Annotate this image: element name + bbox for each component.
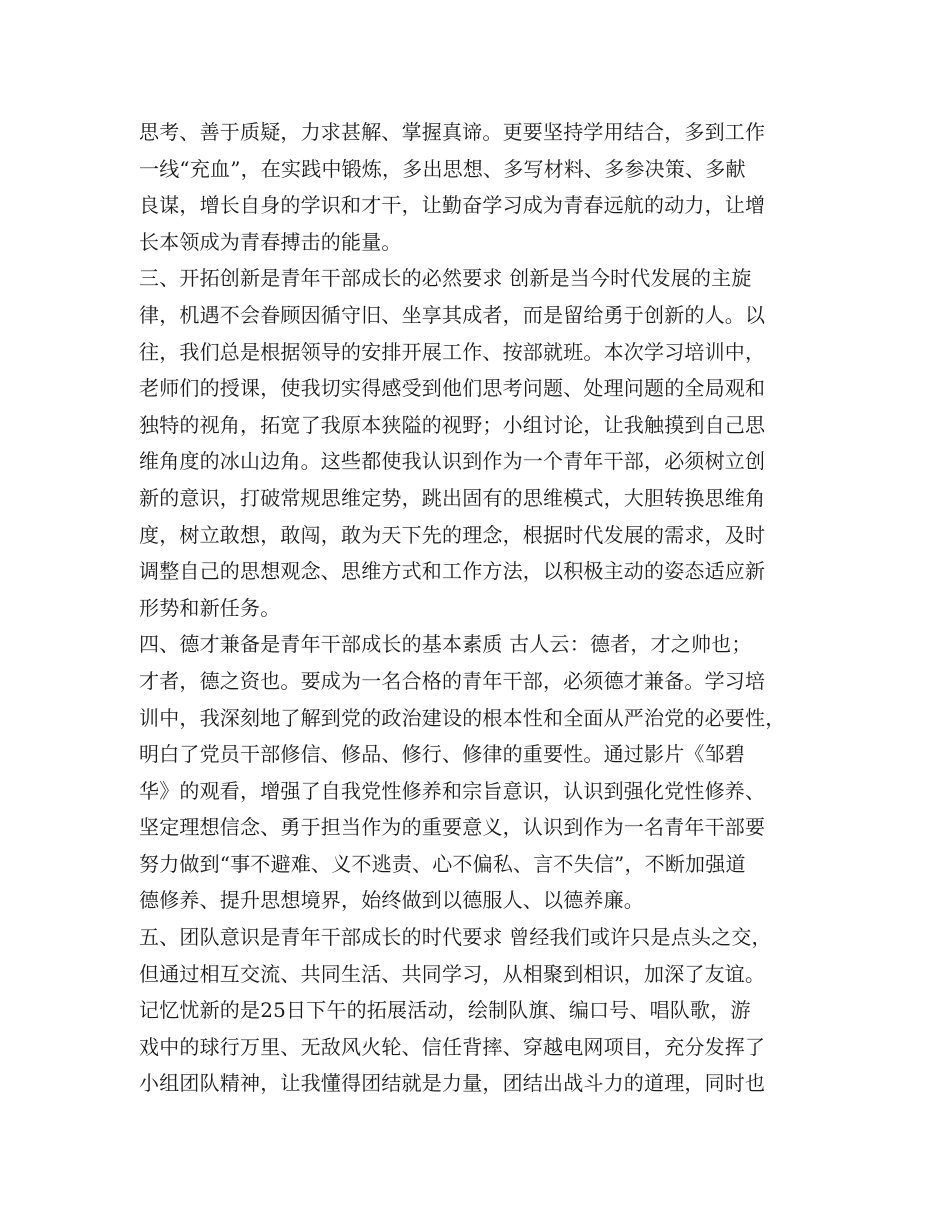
section-heading-line: 三、开拓创新是青年干部成长的必然要求 创新是当今时代发展的主旋 [139, 266, 752, 291]
body-text [139, 114, 829, 1102]
text-line: 新的意识，打破常规思维定势，跳出固有的思维模式，大胆转换思维角 [139, 485, 766, 510]
text-line: 一线“充血”，在实践中锻炼，多出思想、多写材料、多参决策、多献 [139, 156, 746, 181]
text-line: 长本领成为青春搏击的能量。 [139, 229, 402, 254]
text-line: 形势和新任务。 [139, 595, 281, 620]
text-line: 维角度的冰山边角。这些都使我认识到作为一个青年干部，必须树立创 [139, 449, 766, 474]
text-line: 努力做到“事不避难、义不逃责、心不偏私、言不失信”，不断加强道 [139, 851, 746, 876]
text-line: 良谋，增长自身的学识和才干，让勤奋学习成为青春远航的动力，让增 [139, 193, 766, 218]
text-line: 训中，我深刻地了解到党的政治建设的根本性和全面从严治党的必要性， [139, 705, 786, 730]
text-line: 但通过相互交流、共同生活、共同学习，从相聚到相识，加深了友谊。 [139, 961, 766, 986]
text-line: 往，我们总是根据领导的安排开展工作、按部就班。本次学习培训中， [139, 339, 766, 364]
text-line: 度，树立敢想，敢闯，敢为天下先的理念，根据时代发展的需求，及时 [139, 522, 766, 547]
text-line: 记忆忧新的是25日下午的拓展活动，绘制队旗、编口号、唱队歌，游 [139, 998, 751, 1023]
text-line: 小组团队精神，让我懂得团结就是力量，团结出战斗力的道理，同时也 [139, 1071, 766, 1096]
text-line: 律，机遇不会眷顾因循守旧、坐享其成者，而是留给勇于创新的人。以 [139, 302, 766, 327]
text-line: 思考、善于质疑，力求甚解、掌握真谛。更要坚持学用结合，多到工作 [139, 120, 766, 144]
section-heading-line: 四、德才兼备是青年干部成长的基本素质 古人云：德者，才之帅也； [139, 632, 752, 657]
text-line: 坚定理想信念、勇于担当作为的重要意义，认识到作为一名青年干部要 [139, 815, 766, 840]
text-line: 华》的观看，增强了自我党性修养和宗旨意识，认识到强化党性修养、 [139, 778, 766, 803]
text-line: 调整自己的思想观念、思维方式和工作方法，以积极主动的姿态适应新 [139, 559, 766, 584]
text-line: 戏中的球行万里、无敌风火轮、信任背摔、穿越电网项目，充分发挥了 [139, 1034, 766, 1059]
text-line: 才者，德之资也。要成为一名合格的青年干部，必须德才兼备。学习培 [139, 668, 766, 693]
text-line: 明白了党员干部修信、修品、修行、修律的重要性。通过影片《邹碧 [139, 742, 745, 767]
text-line: 老师们的授课，使我切实得感受到他们思考问题、处理问题的全局观和 [139, 376, 766, 401]
text-line: 独特的视角，拓宽了我原本狭隘的视野；小组讨论，让我触摸到自己思 [139, 412, 766, 437]
section-heading-line: 五、团队意识是青年干部成长的时代要求 曾经我们或许只是点头之交， [139, 925, 772, 950]
text-line: 德修养、提升思想境界，始终做到以德服人、以德养廉。 [139, 888, 644, 913]
